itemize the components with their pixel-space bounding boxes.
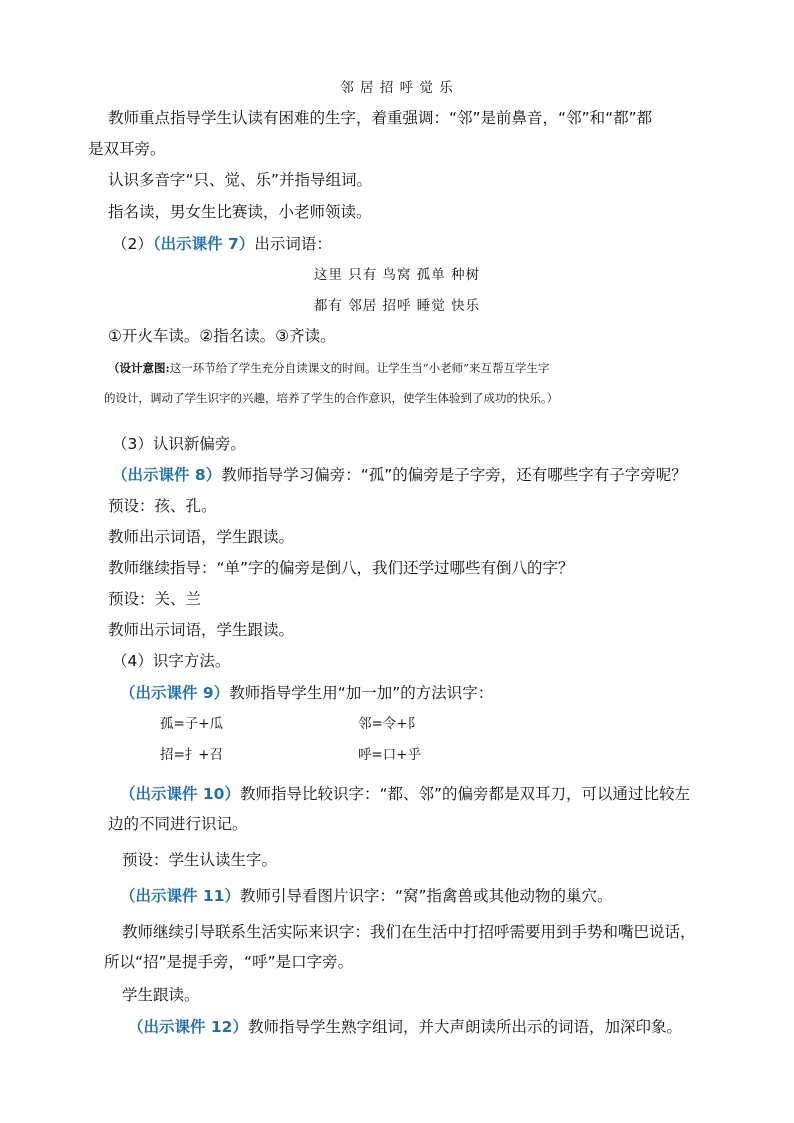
preset-answer: 预设：孩、孔。: [108, 497, 217, 515]
paragraph: 学生跟读。: [122, 986, 200, 1004]
paragraph: 教师继续指导：“单”字的偏旁是倒八，我们还学过哪些有倒八的字？: [108, 559, 574, 577]
courseware-tag: （出示课件 12）: [128, 1018, 248, 1036]
section-text: 教师指导比较识字：“都、邻”的偏旁都是双耳刀，可以通过比较左: [239, 785, 691, 803]
courseware-tag: （出示课件 9）: [120, 684, 230, 702]
paragraph-line: 教师重点指导学生认读有困难的生字，着重强调：“邻”是前鼻音，“邻”和“都”都: [108, 109, 653, 127]
section-2-heading: [112, 234, 332, 254]
section-text: 教师引导看图片识字：“窝”指禽兽或其他动物的巢穴。: [239, 887, 613, 905]
section-text: 教师指导学习偏旁：“孤”的偏旁是子字旁，还有哪些字有子字旁呢？: [221, 466, 687, 484]
reading-steps: ①开火车读。②指名读。③齐读。: [108, 327, 336, 345]
preset-answer: 预设：学生认读生字。: [122, 851, 278, 869]
paragraph-line: 所以“招”是提手旁，“呼”是口字旁。: [104, 953, 354, 971]
courseware-11-line: [120, 886, 613, 906]
word-row-2: 都有 邻居 招呼 睡觉 快乐: [313, 298, 481, 314]
formula: 孤=子+瓜: [160, 716, 224, 732]
design-intent-label: （设计意图:: [108, 361, 170, 375]
paragraph: 认识多音字“只、觉、乐”并指导组词。: [108, 171, 373, 189]
section-3-heading: （3）认识新偏旁。: [112, 435, 246, 453]
formula: 邻=令+阝: [358, 716, 422, 732]
paragraph: 教师出示词语，学生跟读。: [108, 528, 295, 546]
paragraph-line: 教师继续引导联系生活实际来识字：我们在生活中打招呼需要用到手势和嘴巴说话，: [122, 923, 696, 941]
design-intent-line: [108, 358, 550, 378]
design-intent-line: 的设计，调动了学生识字的兴趣，培养了学生的合作意识，使学生体验到了成功的快乐。）: [104, 391, 559, 405]
courseware-12-line: [128, 1017, 682, 1037]
courseware-tag: （出示课件 8）: [112, 466, 222, 484]
courseware-tag: （出示课件 7）: [152, 235, 255, 253]
courseware-9-line: [120, 683, 493, 703]
design-intent-text: 这一环节给了学生充分自读课文的时间。让学生当“小老师”来互帮互学生字: [169, 361, 550, 375]
section-text: 教师指导学生熟字组词，并大声朗读所出示的词语，加深印象。: [247, 1018, 682, 1036]
courseware-tag: （出示课件 11）: [120, 887, 240, 905]
paragraph-line: 边的不同进行识记。: [108, 815, 248, 833]
paragraph: 教师出示词语，学生跟读。: [108, 621, 295, 639]
paragraph: 指名读，男女生比赛读，小老师领读。: [108, 203, 372, 221]
paragraph-line: 是双耳旁。: [88, 140, 166, 158]
section-text: 出示词语：: [254, 235, 332, 253]
preset-answer: 预设：关、兰: [108, 590, 202, 608]
courseware-10-line: [120, 784, 690, 804]
top-word-list: 邻 居 招 呼 觉 乐: [340, 80, 454, 96]
section-number: （2）: [112, 235, 153, 253]
courseware-8-line: [112, 465, 687, 485]
section-4-heading: （4）识字方法。: [112, 652, 231, 670]
formula: 招=扌+召: [160, 747, 224, 763]
word-row-1: 这里 只有 鸟窝 孤单 种树: [313, 267, 481, 283]
formula: 呼=口+乎: [358, 747, 422, 763]
courseware-tag: （出示课件 10）: [120, 785, 240, 803]
section-text: 教师指导学生用“加一加”的方法识字：: [229, 684, 494, 702]
